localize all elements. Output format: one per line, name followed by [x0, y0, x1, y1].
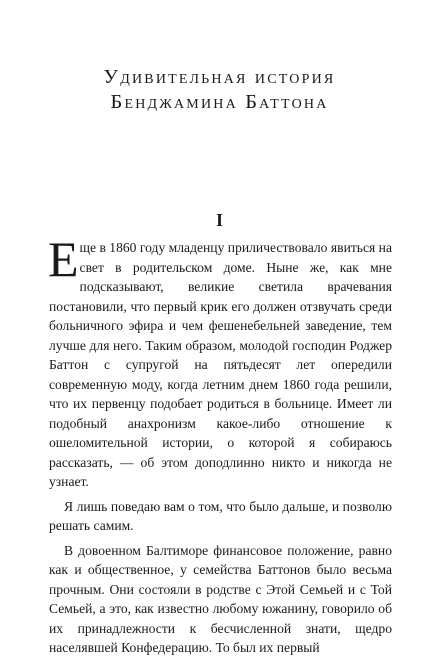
chapter-number: I [215, 210, 223, 230]
story-title-line-2: Бенджамина Баттона [110, 91, 329, 113]
paragraph-3: В довоенном Балтиморе финансовое положение, равно как и общественное, у семейства Баттонов было весьма прочным. Они состояли в родстве с Этой Семьей и с Той Семьей, а это, как известно любому южанину, говорило об их принадлежности к бесчисленной знати, щедро населявшей Конфедерацию. То был их первый [49, 542, 392, 655]
story-title-line-1: Удивительная история [103, 66, 336, 88]
paragraph-1 [48, 231, 392, 492]
drop-cap: Е [48, 231, 79, 287]
paragraph-2: Я лишь поведаю вам о том, что было дальше, и позволю решать самим. [49, 498, 392, 533]
paragraph-1-text: ще в 1860 году младенцу приличествовало явиться на свет в родительском доме. Ныне же, как мне подсказывают, великие светила врачевания постановили, что первый крик его должен отзвучать среди больничного эфира и чем фешенебельней заведение, тем лучше для него. Таким образом, молодой господин Роджер Баттон с супругой на пятьдесят лет опередили современную моду, когда летним днем 1860 года решили, что их первенцу подобает родиться в больнице. Имеет ли подобный анахронизм какое-либо отношение к ошеломительной истории, о которой я собираюсь рассказать, — об этом доподлинно никто и никогда не узнает. [49, 240, 392, 489]
body-text [48, 231, 392, 663]
